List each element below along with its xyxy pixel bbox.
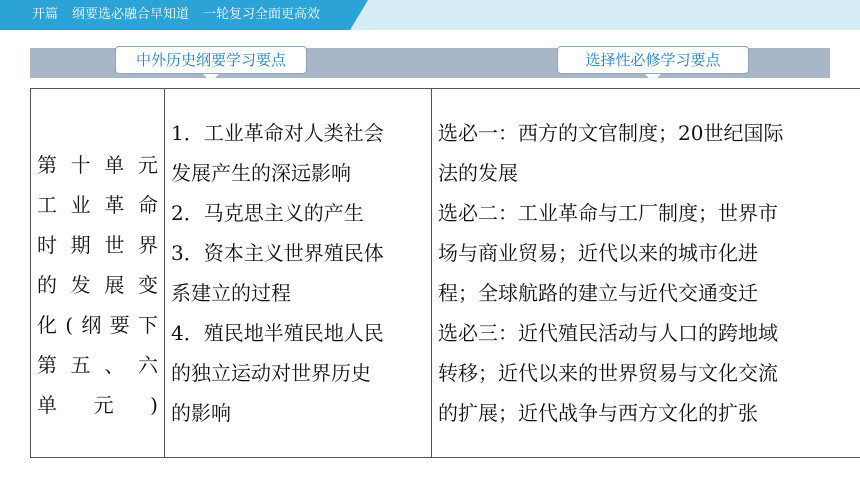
outline-cell <box>165 89 432 458</box>
content-table <box>30 88 860 458</box>
unit-line: 工业革命 <box>37 193 158 217</box>
elective-line: 选必二：工业革命与工厂制度；世界市 <box>438 201 778 225</box>
unit-line: 化(纲要下 <box>37 313 158 337</box>
header-text <box>32 6 320 24</box>
elective-line: 转移；近代以来的世界贸易与文化交流 <box>438 361 778 385</box>
outline-line: 发展产生的深远影响 <box>171 161 351 185</box>
outline-line: 的独立运动对世界历史 <box>171 361 371 385</box>
unit-line: 第十单元 <box>37 153 158 177</box>
outline-label: 中外历史纲要学习要点 <box>115 46 307 74</box>
elective-line: 的扩展；近代战争与西方文化的扩张 <box>438 401 758 425</box>
unit-line: 单元) <box>37 393 158 417</box>
elective-cell <box>432 89 860 458</box>
outline-line: 的影响 <box>171 401 231 425</box>
unit-cell <box>31 89 165 458</box>
elective-line: 程；全球航路的建立与近代交通变迁 <box>438 281 758 305</box>
unit-line: 时期世界 <box>37 233 158 257</box>
outline-line: 1．工业革命对人类社会 <box>171 121 384 145</box>
slogan-2: 一轮复习全面更高效 <box>203 7 321 22</box>
unit-line: 的发展变 <box>37 273 158 297</box>
elective-line: 选必三：近代殖民活动与人口的跨地域 <box>438 321 778 345</box>
slogan-1: 纲要选必融合早知道 <box>72 7 190 22</box>
outline-line: 系建立的过程 <box>171 281 291 305</box>
elective-line: 法的发展 <box>438 161 518 185</box>
outline-line: 4．殖民地半殖民地人民 <box>171 321 384 345</box>
elective-label: 选择性必修学习要点 <box>557 46 749 74</box>
unit-line: 第五、六 <box>37 353 158 377</box>
elective-line: 场与商业贸易；近代以来的城市化进 <box>438 241 758 265</box>
section-title: 开篇 <box>32 7 59 22</box>
header-bar <box>0 0 860 30</box>
outline-line: 3．资本主义世界殖民体 <box>171 241 384 265</box>
elective-line: 选必一：西方的文官制度；20世纪国际 <box>438 121 784 145</box>
outline-line: 2．马克思主义的产生 <box>171 201 364 225</box>
